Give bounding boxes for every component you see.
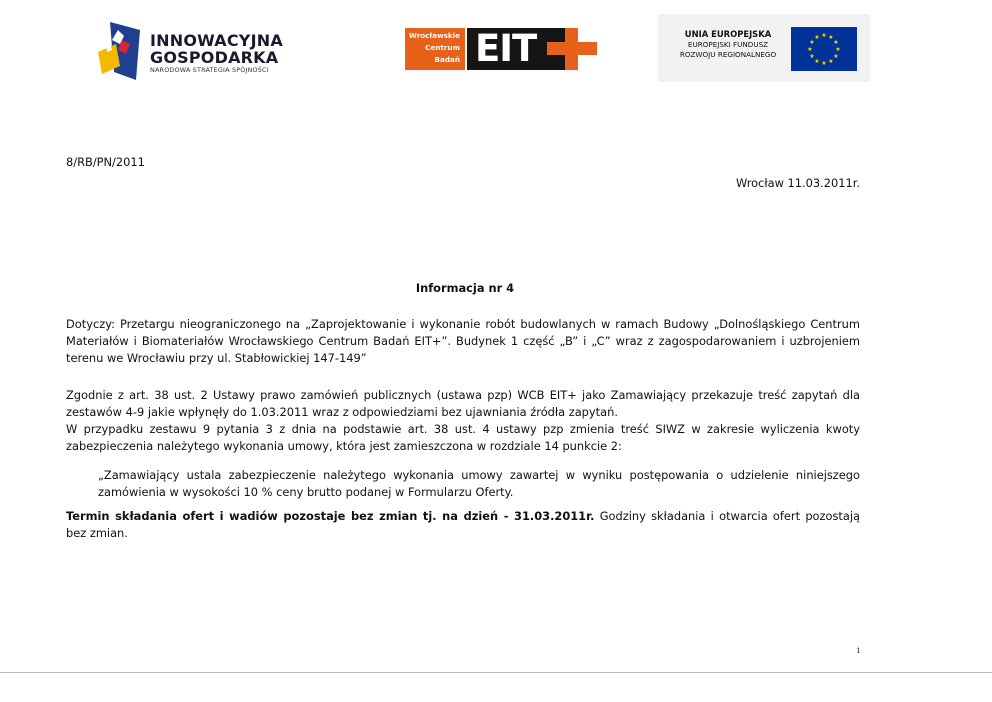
paragraph-line: zamówienia w wysokości 10 % ceny brutto podanej w Formularzu Oferty. — [98, 485, 514, 499]
document-heading: Informacja nr 4 — [415, 281, 515, 295]
svg-text:★: ★ — [828, 34, 834, 41]
logo-text-line: INNOWACYJNA — [150, 31, 283, 50]
svg-text:★: ★ — [828, 58, 834, 65]
paragraph-line: W przypadku zestawu 9 pytania 3 z dnia na podstawie art. 38 ust. 4 ustawy pzp zmienia treść SIWZ w zakresie wyliczenia kwoty — [66, 422, 860, 436]
logo-text-line: UNIA EUROPEJSKA — [684, 29, 772, 39]
svg-text:★: ★ — [807, 46, 813, 53]
svg-text:★: ★ — [809, 39, 815, 46]
eit-badge — [405, 28, 465, 70]
unia-europejska-logo — [658, 14, 870, 82]
logo-text-line: EUROPEJSKI FUNDUSZ — [687, 40, 769, 49]
logo-text-line: NARODOWA STRATEGIA SPÓJNOŚCI — [150, 66, 269, 74]
svg-text:★: ★ — [821, 60, 827, 67]
eu-flag-icon — [791, 27, 857, 71]
document-reference-number: 8/RB/PN/2011 — [66, 155, 145, 169]
paragraph-line: zabezpieczenia należytego wykonania umowy, która jest zamieszczona w rozdziale 14 punkcie 2: — [66, 439, 622, 453]
paragraph-line: Zgodnie z art. 38 ust. 2 Ustawy prawo zamówień publicznych (ustawa pzp) WCB EIT+ jako Zamawiający przekazuje treść zapytań dla — [66, 388, 860, 402]
page-separator-line — [0, 672, 992, 673]
svg-text:★: ★ — [821, 32, 827, 39]
deadline-bold-text: Termin składania ofert i wadiów pozostaje bez zmian tj. na dzień - 31.03.2011r. — [66, 509, 595, 523]
body-paragraph — [66, 387, 860, 455]
wroclawskie-centrum-badan-eit-logo — [405, 28, 597, 70]
deadline-rest-text: Godziny składania i otwarcia ofert pozostają — [594, 509, 860, 523]
innowacyjna-gospodarka-wordmark — [150, 32, 283, 75]
svg-text:★: ★ — [835, 46, 841, 53]
paragraph-line: bez zmian. — [66, 526, 128, 540]
page-number: 1 — [856, 646, 861, 655]
eit-plus-icon — [565, 28, 578, 70]
innowacyjna-gospodarka-logo — [98, 22, 308, 82]
deadline-paragraph — [66, 508, 860, 542]
svg-text:★: ★ — [814, 34, 820, 41]
innowacyjna-gospodarka-emblem-icon — [98, 22, 140, 80]
logo-text-line: ROZWOJU REGIONALNEGO — [679, 50, 777, 59]
paragraph-line: Dotyczy: Przetargu nieograniczonego na „Zaprojektowanie i wykonanie robót budowlanych w ramach Budowy „Dolnośląskiego Centrum — [66, 317, 860, 331]
unia-europejska-wordmark — [666, 29, 790, 60]
paragraph-line — [66, 508, 860, 525]
logo-text-line: GOSPODARKA — [150, 48, 279, 67]
eit-badge-line: Wrocławskie — [408, 31, 460, 40]
eit-wordmark: EIT — [475, 27, 537, 70]
paragraph-line: terenu we Wrocławiu przy ul. Stabłowickiej 147-149” — [66, 351, 367, 365]
place-and-date: Wrocław 11.03.2011r. — [735, 176, 860, 190]
svg-text:★: ★ — [809, 53, 815, 60]
eit-badge-line: Badań — [434, 55, 460, 64]
svg-text:★: ★ — [814, 58, 820, 65]
eit-badge-line: Centrum — [425, 43, 460, 52]
subject-paragraph — [66, 316, 860, 367]
quoted-amendment — [98, 467, 860, 501]
paragraph-line: Materiałów i Biomateriałów Wrocławskiego Centrum Badań EIT+”. Budynek 1 część „B” i „C” wraz z zagospodarowaniem i uzbrojeniem — [66, 334, 860, 348]
paragraph-line: zestawów 4-9 jakie wpłynęły do 1.03.2011 wraz z odpowiedziami bez ujawniania źródła zapytań. — [66, 405, 618, 419]
svg-text:★: ★ — [833, 53, 839, 60]
paragraph-line: „Zamawiający ustala zabezpieczenie należytego wykonania umowy zawartej w wyniku postępowania o udzielenie niniejszego — [98, 468, 860, 482]
svg-text:★: ★ — [833, 39, 839, 46]
